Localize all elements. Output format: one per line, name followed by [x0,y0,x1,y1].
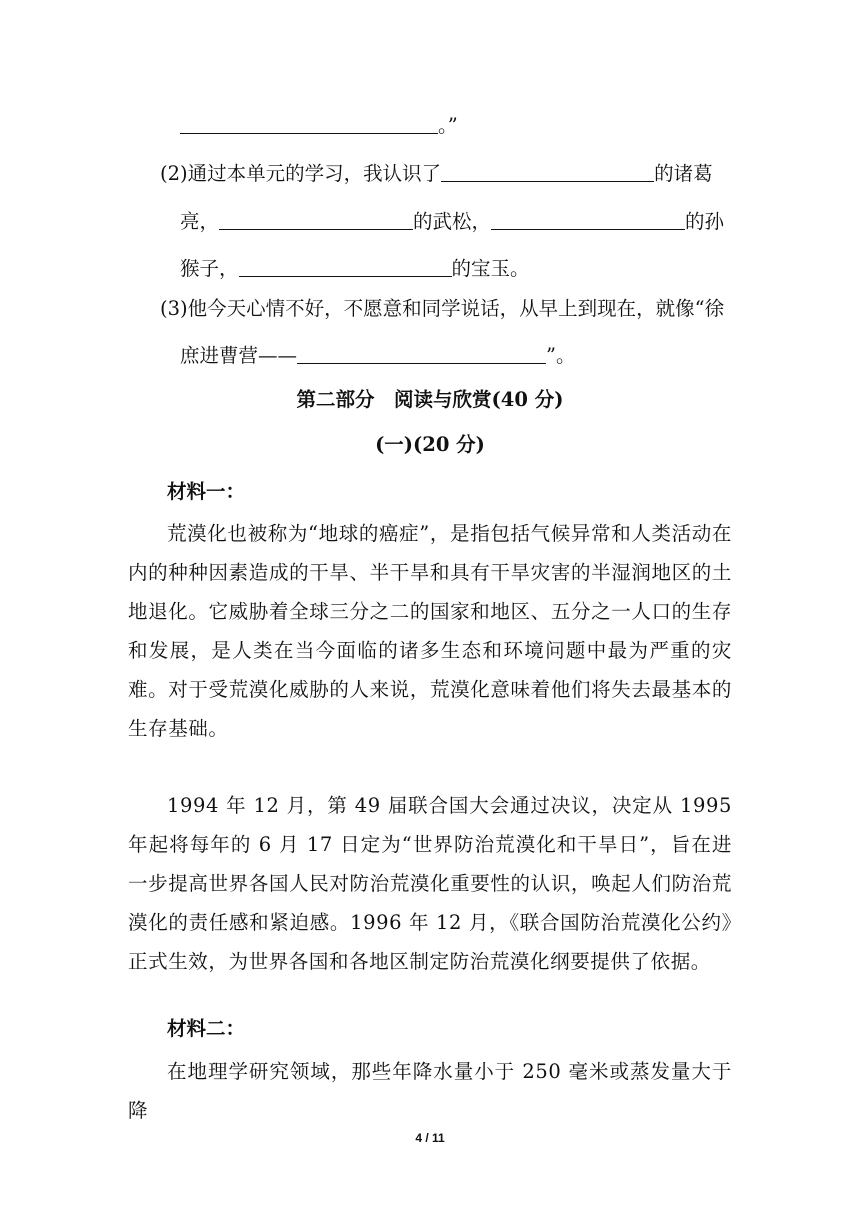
q3-line-2 [180,343,576,368]
q2-line-2 [180,209,724,234]
q2-mid3: 的孙 [685,210,725,233]
answer-blank[interactable] [297,343,546,364]
material1-heading: 材料一： [167,480,246,503]
answer-blank[interactable] [180,113,438,134]
answer-blank[interactable] [219,209,413,230]
material1-paragraph-1: 荒漠化也被称为“地球的癌症”，是指包括气候异常和人类活动在内的种种因素造成的干旱、半干旱和具有干旱灾害的半湿润地区的土地退化。它威胁着全球三分之二的国家和地区、五分之一人口的生存和发展，是人类在当今面临的诸多生态和环境问题中最为严重的灾难。对于受荒漠化威胁的人来说，荒漠化意味着他们将失去最基本的生存基础。 [128,522,732,740]
section-subtitle: (一)(20 分) [375,433,485,456]
answer-blank[interactable] [491,209,685,230]
q2-mid1: 的诸葛 [654,162,713,185]
q2-prefix: (2)通过本单元的学习，我认识了 [160,162,442,185]
q3-end: ”。 [546,344,576,367]
q2-line-3 [180,256,530,281]
q3-line2a: 庶进曹营—— [180,344,298,367]
q3-line-1 [160,297,724,321]
section-title: 第二部分 阅读与欣赏(40 分) [296,388,564,411]
material2-paragraph-1: 在地理学研究领域，那些年降水量小于 250 毫米或蒸发量大于降 [128,1060,732,1122]
answer-blank[interactable] [441,161,654,182]
material1-paragraph-2: 1994 年 12 月，第 49 届联合国大会通过决议，决定从 1995 年起将每年的 6 月 17 日定为“世界防治荒漠化和干旱日”，旨在进一步提高世界各国人民对防治荒漠化重要性的认识，唤起人们防治荒漠化的责任感和紧迫感。1996 年 12 月，《联合国防治荒漠化公约》正式生效，为世界各国和各地区制定防治荒漠化纲要提供了依据。 [128,794,732,973]
material2-heading: 材料二： [167,1017,246,1040]
q2-mid2: 的武松， [413,210,492,233]
q2-line3a: 猴子， [180,257,239,280]
page-number: 4 / 11 [415,1131,445,1145]
q1-end: 。” [438,114,458,137]
q2-line-1 [160,161,713,186]
q2-line2a: 亮， [180,210,220,233]
q1-answer-line [180,113,458,138]
answer-blank[interactable] [239,256,452,277]
q2-end: 的宝玉。 [451,257,530,280]
q3-line1: (3)他今天心情不好，不愿意和同学说话，从早上到现在，就像“徐 [160,297,725,320]
